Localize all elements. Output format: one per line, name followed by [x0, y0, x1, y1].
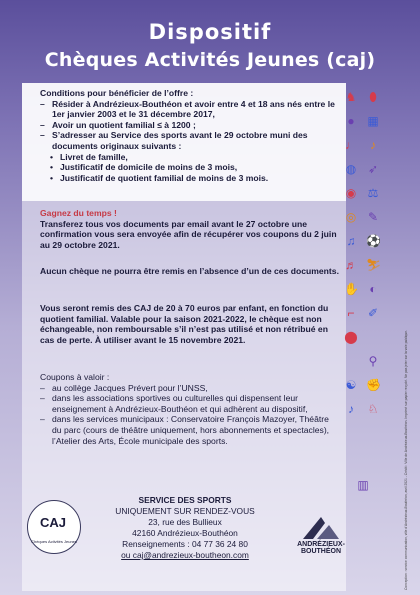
credits-side-text: Conception : service communication, ville d’Andrézieux-Bouthéon, avril 2021 - Crédit : Ville de Andrézieux-Bouthéon. Imprimé sur papier recyclé. Ne pas jeter sur la voie publique. [404, 330, 408, 590]
keyboard-icon: ▦ [367, 114, 379, 128]
town-logo-mark-icon [299, 515, 343, 541]
caj-logo-ring-text: Chèques Activités Jeunes [31, 539, 77, 544]
contact-footer [85, 495, 285, 561]
gain-block [40, 208, 340, 250]
coupon-item: – dans les associations sportives ou culturelles qui dispensent leur enseignement à Andrézieux-Bouthéon et qui adhèrent au dispositif, [40, 393, 340, 414]
footer-email-link[interactable]: ou caj@andrezieux-boutheon.com [121, 550, 249, 560]
handball-icon: ✋ [344, 282, 359, 296]
conditions-heading: Conditions pour bénéficier de l’offre : [40, 88, 194, 98]
guitar-icon: ♩ [345, 138, 357, 152]
condition-item: – Résider à Andrézieux-Bouthéon et avoir entre 4 et 18 ans nés entre le 1er janvier 2003 et le 31 décembre 2017, [40, 99, 340, 120]
notice-text: Aucun chèque ne pourra être remis en l’absence d’un de ces documents. [40, 266, 339, 276]
rocking-horse-icon: ♘ [367, 402, 379, 416]
pen-icon: ✎ [367, 210, 379, 224]
document-item: • Justificatif de domicile de moins de 3 mois, [40, 162, 340, 173]
piano-icon: ▥ [357, 478, 369, 492]
coupon-item: – dans les services municipaux : Conservatoire François Mazoyer, Théâtre du parc (cours de théâtre uniquement, hors abonnements et spectacles), l’Atelier des Arts, École municipale des sports. [40, 414, 340, 446]
volleyball-icon: ◐ [369, 282, 377, 296]
rugby-ball-icon: ⬮ [369, 90, 377, 104]
footer-line: UNIQUEMENT SUR RENDEZ-VOUS [115, 506, 255, 516]
caj-logo [27, 500, 81, 554]
title-line2: Chèques Activités Jeunes (caj) [44, 49, 376, 71]
town-logo [282, 515, 360, 555]
caj-info-text: Vous seront remis des CAJ de 20 à 70 euros par enfant, en fonction du quotient familial. Valable pour la saison 2021-2022, le chèque est non échangeable, non remboursable s’il n’est pas utilisé et non rétribué en cas de perte. À utiliser avant le 15 novembre 2021. [40, 303, 329, 345]
gain-heading: Gagnez du temps ! [40, 208, 117, 218]
town-logo-name: ANDRÉZIEUX-BOUTHÉON [297, 541, 345, 555]
document-item: • Livret de famille, [40, 152, 340, 163]
trumpet-icon: ♪ [370, 138, 376, 152]
documents-list [40, 152, 340, 184]
footer-line: 42160 Andrézieux-Bouthéon [132, 528, 238, 538]
hockey-stick-icon: ⌐ [347, 306, 355, 320]
ball-icon: ● [347, 114, 355, 128]
harp-icon: ♬ [345, 258, 357, 272]
archery-icon: ➶ [367, 162, 379, 176]
horse-icon: ♞ [345, 90, 357, 104]
title-line1: Dispositif [148, 20, 272, 44]
condition-item: – S’adresser au Service des sports avant le 29 octobre muni des documents originaux suivants : [40, 130, 340, 151]
footer-phone: Renseignements : 04 77 36 24 80 [122, 539, 248, 549]
judo-icon: ☯ [345, 378, 357, 392]
coupons-heading: Coupons à valoir : [40, 372, 110, 382]
footer-line: 23, rue des Bullieux [148, 517, 222, 527]
bike-icon: ⚲ [368, 354, 378, 368]
coupon-item: – au collège Jacques Prévert pour l’UNSS, [40, 383, 340, 394]
basketball-icon: ◎ [345, 210, 357, 224]
boxing-icon: ✊ [366, 378, 381, 392]
footer-title: SERVICE DES SPORTS [138, 495, 232, 505]
gain-text: Transferez tous vos documents par email avant le 27 octobre une confirmation vous sera envoyée afin de récupérer vos coupons du 2 juin au 29 octobre 2021. [40, 218, 337, 250]
billiard-icon: ⬤ [344, 330, 358, 344]
brush-icon: ✐ [367, 306, 379, 320]
conditions-list [40, 99, 340, 152]
coupons-block [40, 372, 340, 446]
dumbbell-icon: ⚖ [367, 186, 379, 200]
condition-item: – Avoir un quotient familial ≤ à 1200 ; [40, 120, 340, 131]
conditions-block [40, 88, 340, 183]
saxophone-icon: ♪ [348, 402, 354, 416]
tennis-racket-icon: ◍ [345, 162, 357, 176]
caj-logo-text: CAJ [40, 515, 67, 530]
ski-icon: ⛷ [366, 258, 382, 272]
header [0, 0, 420, 82]
coupons-list [40, 383, 340, 447]
soccer-ball-icon: ⚽ [366, 234, 381, 248]
document-item: • Justificatif de quotient familial de moins de 3 mois. [40, 173, 340, 184]
drum-icon: ◉ [345, 186, 357, 200]
guitar-icon: ♫ [346, 234, 356, 248]
